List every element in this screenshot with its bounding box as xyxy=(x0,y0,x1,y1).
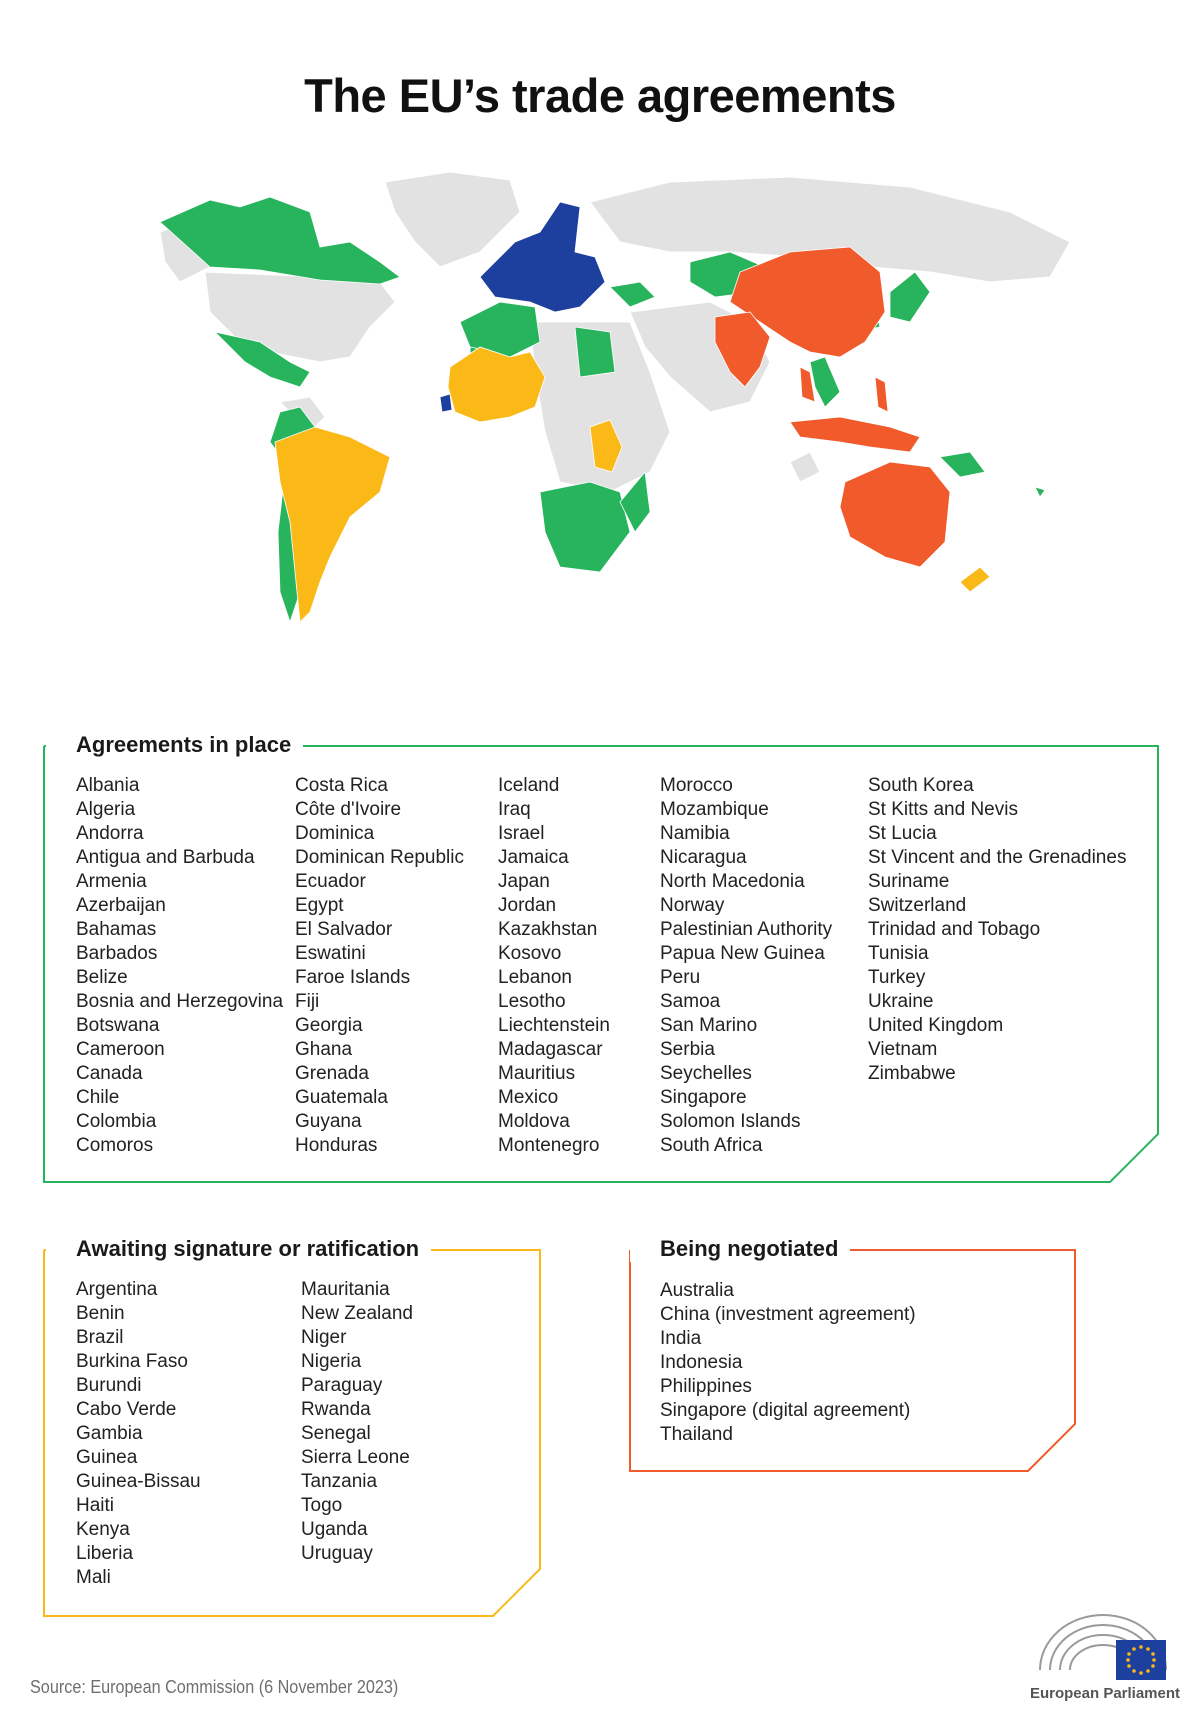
negotiated-list xyxy=(660,1279,1020,1447)
country-list-item: Kenya xyxy=(76,1519,130,1540)
country-list-item: Eswatini xyxy=(295,943,366,964)
country-list-item: Guinea-Bissau xyxy=(76,1471,201,1492)
country-list-item: Andorra xyxy=(76,823,144,844)
country-list-item: Barbados xyxy=(76,943,158,964)
country-list-item: South Korea xyxy=(868,775,974,796)
country-list-item: Jordan xyxy=(498,895,557,916)
negotiated-title: Being negotiated xyxy=(630,1236,850,1262)
country-list-item: Suriname xyxy=(868,871,950,892)
source-note: Source: European Commission (6 November 2023) xyxy=(30,1677,399,1697)
country-list-item: Nigeria xyxy=(301,1351,362,1372)
country-list-item: Guyana xyxy=(295,1111,362,1132)
country-list-item: Niger xyxy=(301,1327,347,1348)
country-list-item: Iraq xyxy=(498,799,531,820)
country-list-item: Costa Rica xyxy=(295,775,388,796)
country-list-item: Chile xyxy=(76,1087,120,1108)
country-list-item: St Kitts and Nevis xyxy=(868,799,1018,820)
country-list-item: Botswana xyxy=(76,1015,160,1036)
country-list-item: Guatemala xyxy=(295,1087,388,1108)
country-list-item: Switzerland xyxy=(868,895,967,916)
country-list-item: Liechtenstein xyxy=(498,1015,610,1036)
country-list-item: Senegal xyxy=(301,1423,371,1444)
country-list-item: Bahamas xyxy=(76,919,157,940)
country-list-item: Singapore (digital agreement) xyxy=(660,1400,911,1421)
country-list-item: Seychelles xyxy=(660,1063,752,1084)
logo-text: European Parliament xyxy=(1029,1685,1181,1702)
country-list-item: Tunisia xyxy=(868,943,929,964)
country-list-item: Moldova xyxy=(498,1111,570,1132)
negotiated-column-1 xyxy=(660,1279,1020,1447)
country-list-item: New Zealand xyxy=(301,1303,413,1324)
country-list-item: Sierra Leone xyxy=(301,1447,410,1468)
country-list-item: Antigua and Barbuda xyxy=(76,847,255,868)
country-list-item: South Africa xyxy=(660,1135,763,1156)
country-list-item: Côte d'Ivoire xyxy=(295,799,402,820)
country-list-item: Haiti xyxy=(76,1495,115,1516)
country-list-item: Liberia xyxy=(76,1543,134,1564)
country-list-item: Trinidad and Tobago xyxy=(868,919,1041,940)
country-list-item: Israel xyxy=(498,823,545,844)
country-list-item: St Lucia xyxy=(868,823,937,844)
country-list-item: Armenia xyxy=(76,871,147,892)
country-list-item: Ukraine xyxy=(868,991,934,1012)
country-list-item: Burundi xyxy=(76,1375,142,1396)
country-list-item: Nicaragua xyxy=(660,847,747,868)
country-list-item: Ghana xyxy=(295,1039,353,1060)
country-list-item: North Macedonia xyxy=(660,871,805,892)
country-list-item: Colombia xyxy=(76,1111,157,1132)
country-list-item: Madagascar xyxy=(498,1039,603,1060)
country-list-item: Dominica xyxy=(295,823,375,844)
country-list-item: Norway xyxy=(660,895,725,916)
country-list-item: Japan xyxy=(498,871,550,892)
country-list-item: Algeria xyxy=(76,799,136,820)
country-list-item: Guinea xyxy=(76,1447,138,1468)
country-list-item: Iceland xyxy=(498,775,560,796)
country-list-item: Benin xyxy=(76,1303,125,1324)
country-list-item: Lesotho xyxy=(498,991,566,1012)
country-list-item: Palestinian Authority xyxy=(660,919,833,940)
country-list-item: Samoa xyxy=(660,991,721,1012)
page-title: The EU’s trade agreements xyxy=(304,69,896,122)
country-list-item: Cabo Verde xyxy=(76,1399,177,1420)
country-list-item: Gambia xyxy=(76,1423,143,1444)
country-list-item: Dominican Republic xyxy=(295,847,464,868)
country-list-item: Kosovo xyxy=(498,943,562,964)
country-list-item: Morocco xyxy=(660,775,733,796)
country-list-item: Uruguay xyxy=(301,1543,373,1564)
country-list-item: Jamaica xyxy=(498,847,569,868)
country-list-item: Indonesia xyxy=(660,1352,743,1373)
country-list-item: Tanzania xyxy=(301,1471,378,1492)
country-list-item: Philippines xyxy=(660,1376,752,1397)
country-list-item: Montenegro xyxy=(498,1135,600,1156)
country-list-item: Singapore xyxy=(660,1087,747,1108)
country-list-item: Honduras xyxy=(295,1135,378,1156)
country-list-item: Paraguay xyxy=(301,1375,383,1396)
country-list-item: Brazil xyxy=(76,1327,124,1348)
country-list-item: Kazakhstan xyxy=(498,919,598,940)
country-list-item: Mauritania xyxy=(301,1279,390,1300)
country-list-item: Ecuador xyxy=(295,871,366,892)
country-list-item: Peru xyxy=(660,967,701,988)
country-list-item: Mexico xyxy=(498,1087,559,1108)
country-list-item: St Vincent and the Grenadines xyxy=(868,847,1127,868)
country-list-item: Faroe Islands xyxy=(295,967,411,988)
country-list-item: China (investment agreement) xyxy=(660,1304,916,1325)
country-list-item: Serbia xyxy=(660,1039,715,1060)
country-list-item: Comoros xyxy=(76,1135,154,1156)
country-list-item: Argentina xyxy=(76,1279,158,1300)
country-list-item: Fiji xyxy=(295,991,320,1012)
country-list-item: Bosnia and Herzegovina xyxy=(76,991,284,1012)
country-list-item: Canada xyxy=(76,1063,143,1084)
country-list-item: El Salvador xyxy=(295,919,393,940)
country-list-item: Uganda xyxy=(301,1519,368,1540)
country-list-item: Solomon Islands xyxy=(660,1111,801,1132)
country-list-item: India xyxy=(660,1328,702,1349)
country-list-item: Rwanda xyxy=(301,1399,371,1420)
country-list-item: Belize xyxy=(76,967,128,988)
country-list-item: Thailand xyxy=(660,1424,733,1445)
country-list-item: Albania xyxy=(76,775,140,796)
country-list-item: Azerbaijan xyxy=(76,895,166,916)
country-list-item: Georgia xyxy=(295,1015,363,1036)
country-list-item: Mali xyxy=(76,1567,111,1588)
country-list-item: Cameroon xyxy=(76,1039,165,1060)
agreements-in-place-title: Agreements in place xyxy=(46,732,303,758)
country-list-item: Mozambique xyxy=(660,799,769,820)
country-list-item: Australia xyxy=(660,1280,734,1301)
country-list-item: Lebanon xyxy=(498,967,572,988)
country-list-item: Namibia xyxy=(660,823,730,844)
country-list-item: Egypt xyxy=(295,895,344,916)
country-list-item: United Kingdom xyxy=(868,1015,1004,1036)
country-list-item: Togo xyxy=(301,1495,343,1516)
country-list-item: Burkina Faso xyxy=(76,1351,188,1372)
country-list-item: Turkey xyxy=(868,967,926,988)
country-list-item: Grenada xyxy=(295,1063,369,1084)
country-list-item: Zimbabwe xyxy=(868,1063,956,1084)
country-list-item: San Marino xyxy=(660,1015,758,1036)
country-list-item: Vietnam xyxy=(868,1039,938,1060)
country-list-item: Mauritius xyxy=(498,1063,576,1084)
awaiting-title: Awaiting signature or ratification xyxy=(46,1236,431,1262)
country-list-item: Papua New Guinea xyxy=(660,943,825,964)
